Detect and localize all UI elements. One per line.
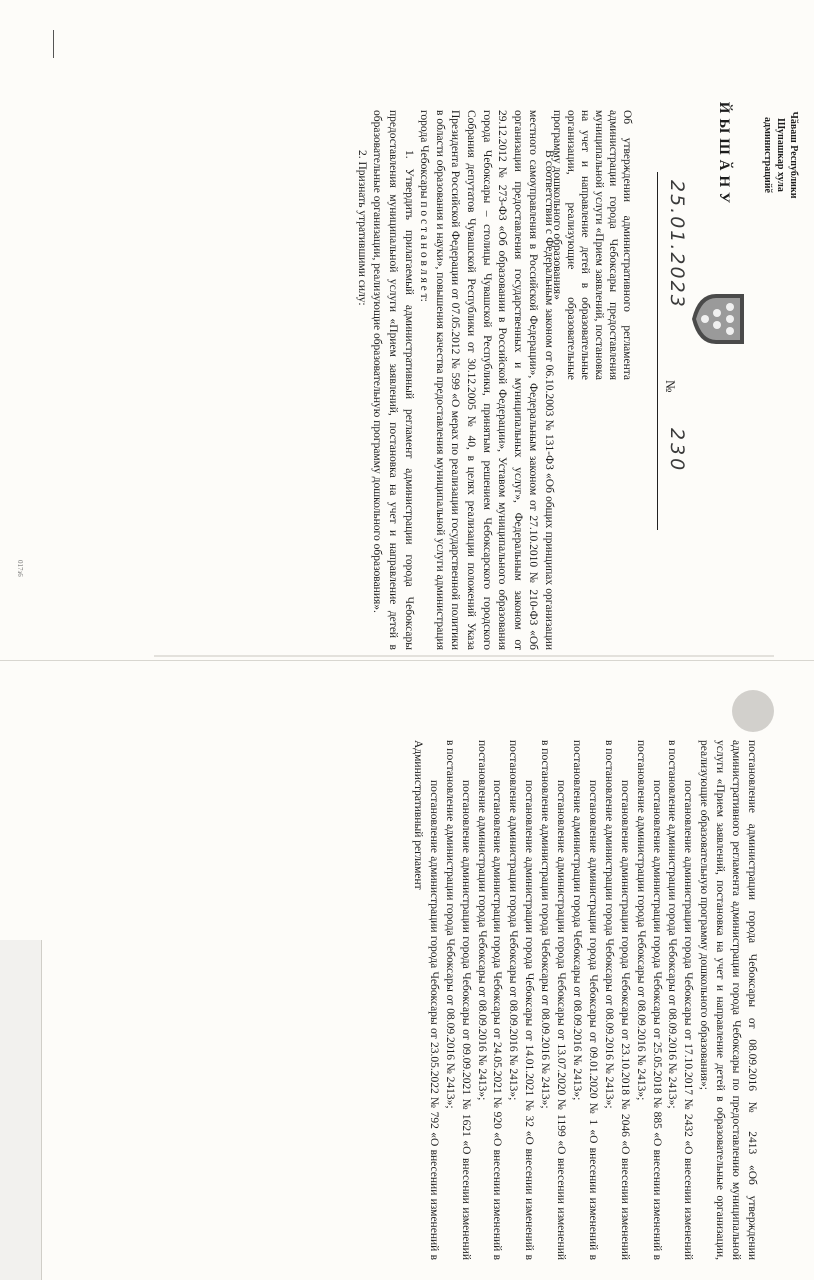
fold-line <box>154 655 774 657</box>
repealed-item: постановление администрации города Чебоксары от 25.05.2018 № 885 «О внесении изменений в постановление администрации города Чебоксары от 08.09.2016 № 2413»; <box>634 740 663 1260</box>
number-label: № <box>663 380 678 393</box>
seal-icon <box>732 690 774 732</box>
admin-line-1: Чӑваш Республики <box>788 111 799 199</box>
city-emblem-icon <box>690 290 750 348</box>
document-subject: Об утверждении административного регламента администрации города Чебоксары предоставления муниципальной услуги «Прием заявлений, постановка на учет и направление детей в образовательные организации, реализующие образовательные программу дошкольного образования» <box>551 110 633 380</box>
paragraph-item-2: 2. Признать утратившими силу: <box>355 150 368 306</box>
left-body <box>353 110 556 650</box>
document-number: 230 <box>666 428 688 474</box>
paragraph-item-1: 1. Утвердить прилагаемый административный регламент администрации города Чебоксары предоставления муниципальной услуги «Прием заявлений, постановка на учет и направление детей в образовательные организации, реализующие образовательную программу дошкольного образования». <box>371 110 415 650</box>
page-edge-strip <box>0 940 42 1280</box>
repealed-item: постановление администрации города Чебоксары от 08.09.2016 № 2413 «Об утверждении административного регламента администрации города Чебоксары по предоставлению муниципальной услуги «Прием заявлений, постановка на учет и направление детей в образовательные организации, реализующие образовательную программу дошкольного образования»; <box>698 740 758 1260</box>
admin-line-3: администрацийӗ <box>762 117 773 193</box>
paragraph-preamble: В соответствии с Федеральным законом от 06.10.2003 № 131-ФЗ «Об общих принципах организации местного самоуправления в Российской Федерации», Федеральным законом от 27.10.2010 № 210-ФЗ «Об организации предоставления государственных и муниципальных услуг», Федеральным законом от 29.12.2012 № 273-ФЗ «Об образовании в Российской Федерации», Уставом муниципального образования города Чебоксары – столицы Чувашской Республики, принятым решением Чебоксарского городского Собрания депутатов Чувашской Республики от 30.12.2005 № 40, в целях реализации положений Указа Президента Российской Федерации от 07.05.2012 № 599 «О мерах по реализации государственной политики в области образования и науки», повышения качества предоставления муниципальной услуги администрация города Чебоксары п о с т а н о в л я е т: <box>418 110 555 650</box>
margin-mark <box>53 30 54 58</box>
repealed-item: постановление администрации города Чебоксары от 09.09.2021 № 1621 «О внесении изменений в постановление администрации города Чебоксары от 08.09.2016 № 2413»; <box>443 740 472 1260</box>
document-type: ЙЫШӐНУ <box>716 101 732 209</box>
document-header <box>663 80 800 600</box>
page-stamp: 017з6 <box>16 560 24 577</box>
repealed-item: постановление администрации города Чебоксары от 09.01.2020 № 1 «О внесении изменений в постановление администрации города Чебоксары от 08.09.2016 № 2413»; <box>571 740 599 1260</box>
right-body <box>409 740 759 1260</box>
administration-block <box>761 80 800 230</box>
repealed-item: постановление администрации города Чебоксары от 23.10.2018 № 2046 «О внесении изменений в постановление администрации города Чебоксары от 08.09.2016 № 2413»; <box>602 740 631 1260</box>
document-date: 25.01.2023 <box>666 180 688 309</box>
repealed-item: постановление администрации города Чебоксары от 14.01.2021 № 32 «О внесении изменений в постановление администрации города Чебоксары от 08.09.2016 № 2413»; <box>507 740 536 1260</box>
repealed-item: постановление администрации города Чебоксары от 23.05.2022 № 792 «О внесении изменений в Административный регламент <box>411 740 440 1260</box>
repealed-item: постановление администрации города Чебоксары от 24.05.2021 № 920 «О внесении изменений в постановление администрации города Чебоксары от 08.09.2016 № 2413»; <box>475 740 504 1260</box>
admin-line-2: Шупашкар хула <box>775 118 786 192</box>
repealed-item: постановление администрации города Чебоксары от 13.07.2020 № 1199 «О внесении изменений в постановление администрации города Чебоксары от 08.09.2016 № 2413»; <box>539 740 568 1260</box>
repealed-item: постановление администрации города Чебоксары от 17.10.2017 № 2432 «О внесении изменений в постановление администрации города Чебоксары от 08.09.2016 № 2413»; <box>666 740 695 1260</box>
